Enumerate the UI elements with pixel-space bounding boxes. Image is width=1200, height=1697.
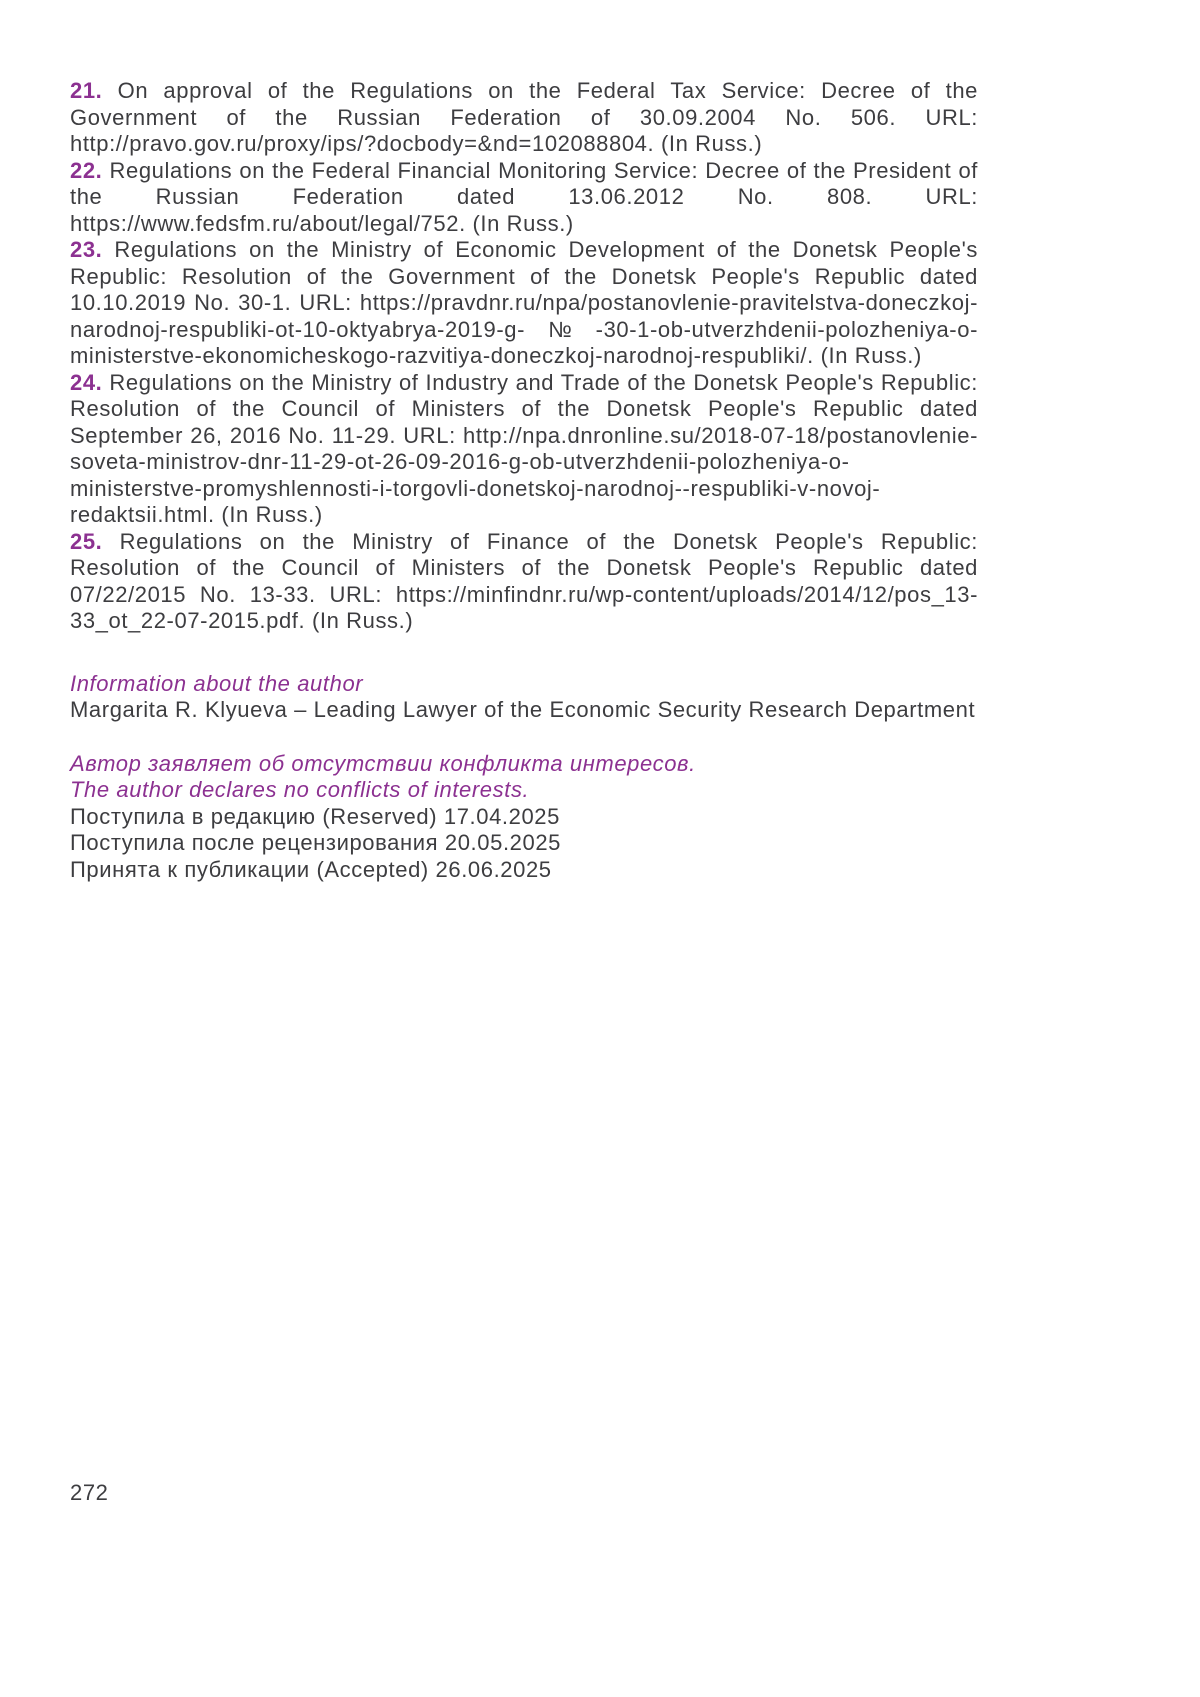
reference-text: On approval of the Regulations on the Federal Tax Service: Decree of the Government of the Russian Federation of 30.09.2004 No. 506. URL: http://pravo.gov.ru/proxy/ips/?docbody=&nd=102088804. (In Russ.) (70, 78, 978, 156)
date-revised: Поступила после рецензирования 20.05.2025 (70, 830, 561, 855)
reference-item-21 (70, 78, 978, 158)
reference-number: 25. (70, 528, 103, 554)
reference-text: Regulations on the Ministry of Finance of the Donetsk People's Republic: Resolution of the Council of Ministers of the Donetsk People's Republic dated 07/22/2015 No. 13-33. URL: https://minfindnr.ru/wp-content/uploads/2014/12/pos_13-33_ot_22-07-2015.pdf. (In Russ.) (70, 528, 978, 633)
article-dates (70, 804, 978, 884)
reference-item-22 (70, 158, 978, 238)
conflict-declaration (70, 751, 978, 804)
section-spacer (70, 724, 978, 751)
reference-text: Regulations on the Federal Financial Monitoring Service: Decree of the President of the Russian Federation dated 13.06.2012 No. 808. URL: https://www.fedsfm.ru/about/legal/752. (In Russ.) (70, 157, 978, 236)
reference-number: 21. (70, 78, 103, 103)
reference-number: 23. (70, 237, 103, 262)
reference-item-24 (70, 370, 978, 529)
reference-number: 22. (70, 157, 103, 183)
page-content (70, 78, 978, 883)
section-spacer (70, 635, 978, 671)
date-received: Поступила в редакцию (Reserved) 17.04.2025 (70, 803, 560, 829)
date-accepted: Принята к публикации (Accepted) 26.06.2025 (70, 856, 552, 882)
author-info-heading: Information about the author (70, 670, 364, 696)
author-info-text: Margarita R. Klyueva – Leading Lawyer of the Economic Security Research Department (70, 697, 976, 722)
conflict-declaration-en: The author declares no conflicts of interests. (70, 777, 530, 802)
reference-item-25 (70, 529, 978, 635)
reference-item-23 (70, 237, 978, 370)
author-info-section (70, 671, 978, 724)
page-number: 272 (70, 1480, 109, 1505)
reference-text: Regulations on the Ministry of Industry and Trade of the Donetsk People's Republic: Resolution of the Council of Ministers of the Donetsk People's Republic dated September 26, 2016 No. 11-29. URL: http://npa.dnronline.su/2018-07-18/postanovlenie-soveta-ministrov-dnr-11-29-ot-26-09-2016-g-ob-utverzhdenii-polozheniya-o-ministerstve-promyshlennosti-i-torgovli-donetskoj-narodnoj--respubliki-v-novoj-redaktsii.html. (In Russ.) (70, 369, 978, 527)
reference-text: Regulations on the Ministry of Economic Development of the Donetsk People's Republic: Resolution of the Government of the Donetsk People's Republic dated 10.10.2019 No. 30-1. URL: https://pravdnr.ru/npa/postanovlenie-pravitelstva-doneczkoj-narodnoj-respubliki-ot-10-oktyabrya-2019-g-№-30-1-ob-utverzhdenii-polozheniya-o-ministerstve-ekonomicheskogo-razvitiya-doneczkoj-narodnoj-respubliki/. (In Russ.) (70, 237, 979, 368)
reference-number: 24. (70, 369, 103, 395)
conflict-declaration-ru: Автор заявляет об отсутствии конфликта интересов. (70, 750, 696, 776)
references-list (70, 78, 978, 635)
